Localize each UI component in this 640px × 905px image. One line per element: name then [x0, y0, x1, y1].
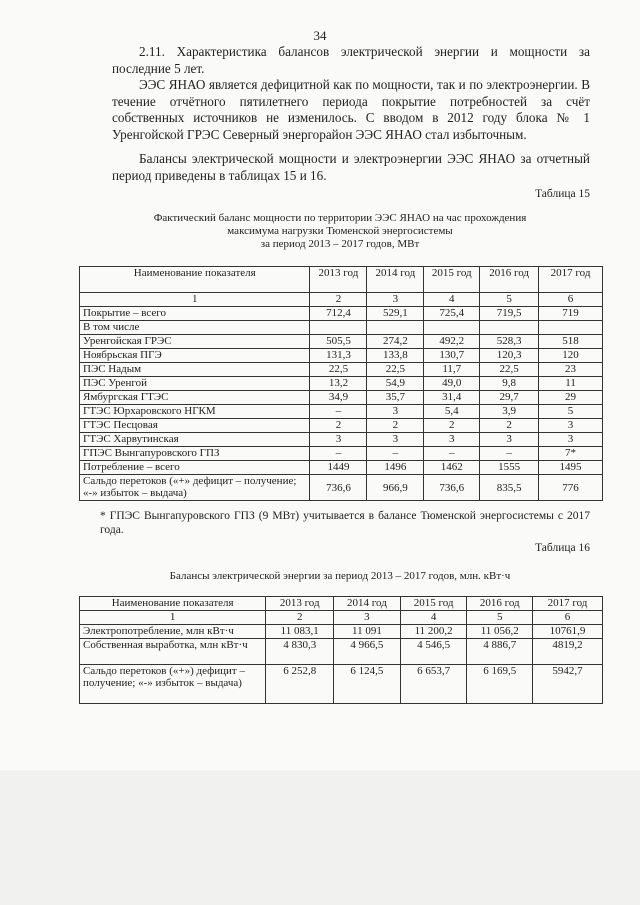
table-cell: 5942,7 — [533, 665, 603, 704]
table-cell: 3,9 — [480, 405, 539, 419]
table-16-caption: Балансы электрической энергии за период 2013 – 2017 годов, млн. кВт·ч — [169, 570, 511, 582]
table-row — [80, 363, 603, 377]
row-label: ПЭС Надым — [80, 363, 310, 377]
row-label: ГТЭС Юрхаровского НГКМ — [80, 405, 310, 419]
table-cell: 3 — [367, 433, 424, 447]
table-15-number-row — [80, 293, 603, 307]
table-16-number-row — [80, 611, 603, 625]
table-cell: 29 — [539, 391, 603, 405]
table-cell: 492,2 — [424, 335, 480, 349]
header-cell: 2013 год — [310, 267, 367, 293]
table-cell: 35,7 — [367, 391, 424, 405]
number-cell: 3 — [334, 611, 401, 625]
table-row — [80, 321, 603, 335]
table-15-caption — [100, 212, 580, 251]
table-cell: 11 083,1 — [266, 625, 334, 639]
table-cell — [539, 321, 603, 335]
table-cell: 9,8 — [480, 377, 539, 391]
table-cell: – — [310, 405, 367, 419]
table-cell: 10761,9 — [533, 625, 603, 639]
header-cell: 2013 год — [266, 597, 334, 611]
table-row — [80, 433, 603, 447]
header-cell: 2015 год — [400, 597, 467, 611]
table-15-footnote: * ГПЭС Вынгапуровского ГПЗ (9 МВт) учитывается в балансе Тюменской энергосистемы с 2017 года. — [100, 510, 590, 536]
table-cell: 3 — [424, 433, 480, 447]
table-cell: 6 252,8 — [266, 665, 334, 704]
paragraph-1: ЭЭС ЯНАО является дефицитной как по мощности, так и по электроэнергии. В течение отчётного пятилетнего периода покрытие потребностей за счёт собственных источников не изменилось. С вводом в 2012 году блока № 1 Уренгойской ГРЭС Северный энергорайон ЭЭС ЯНАО стал избыточным. — [112, 77, 590, 142]
table-cell: 3 — [539, 433, 603, 447]
table-cell: 31,4 — [424, 391, 480, 405]
table-16-header-row — [80, 597, 603, 611]
table-cell: 29,7 — [480, 391, 539, 405]
table-cell: 3 — [539, 419, 603, 433]
number-cell: 4 — [400, 611, 467, 625]
table-cell: 4 830,3 — [266, 639, 334, 665]
table-cell: 11,7 — [424, 363, 480, 377]
table-cell: 49,0 — [424, 377, 480, 391]
table-cell — [424, 321, 480, 335]
table-cell: 11 200,2 — [400, 625, 467, 639]
table-cell: 1495 — [539, 461, 603, 475]
row-label: Уренгойская ГРЭС — [80, 335, 310, 349]
table-row — [80, 405, 603, 419]
table-row — [80, 447, 603, 461]
table-cell: 11 — [539, 377, 603, 391]
table-cell: 2 — [310, 419, 367, 433]
paragraph-2: Балансы электрической мощности и электроэнергии ЭЭС ЯНАО за отчетный период приведены в таблицах 15 и 16. — [112, 151, 590, 183]
number-cell: 6 — [539, 293, 603, 307]
row-label: Сальдо перетоков («+» дефицит – получение; «-» избыток – выдача) — [80, 475, 310, 501]
table-cell: 6 653,7 — [400, 665, 467, 704]
table-cell: 11 091 — [334, 625, 401, 639]
table-cell: 4 546,5 — [400, 639, 467, 665]
table-cell: 6 124,5 — [334, 665, 401, 704]
table-cell: 719,5 — [480, 307, 539, 321]
row-label: В том числе — [80, 321, 310, 335]
table-cell: 712,4 — [310, 307, 367, 321]
table-cell — [480, 321, 539, 335]
table-cell: 274,2 — [367, 335, 424, 349]
table-16-label: Таблица 16 — [535, 542, 590, 554]
row-label: Покрытие – всего — [80, 307, 310, 321]
table-cell: 5,4 — [424, 405, 480, 419]
table-15-caption-line-3: за период 2013 – 2017 годов, МВт — [260, 238, 420, 250]
table-row-saldo — [80, 475, 603, 501]
table-cell: 120,3 — [480, 349, 539, 363]
table-row — [80, 391, 603, 405]
header-cell: 2015 год — [424, 267, 480, 293]
table-row — [80, 639, 603, 665]
table-row — [80, 349, 603, 363]
table-16 — [79, 596, 603, 704]
number-cell: 6 — [533, 611, 603, 625]
table-cell: 1462 — [424, 461, 480, 475]
page-number: 34 — [313, 28, 327, 43]
table-cell: 528,3 — [480, 335, 539, 349]
table-cell: 2 — [480, 419, 539, 433]
row-label: ГТЭС Харвутинская — [80, 433, 310, 447]
row-label: Сальдо перетоков («+») дефицит – получение; «-» избыток – выдача) — [80, 665, 266, 704]
row-label: Ноябрьская ПГЭ — [80, 349, 310, 363]
table-cell: – — [480, 447, 539, 461]
table-cell: 736,6 — [310, 475, 367, 501]
row-label: ГТЭС Песцовая — [80, 419, 310, 433]
table-row — [80, 461, 603, 475]
header-cell: 2017 год — [533, 597, 603, 611]
table-15 — [79, 266, 603, 501]
table-row — [80, 419, 603, 433]
table-row — [80, 307, 603, 321]
table-15-header-row — [80, 267, 603, 293]
row-label: Потребление – всего — [80, 461, 310, 475]
header-cell: Наименование показателя — [80, 597, 266, 611]
header-cell: Наименование показателя — [80, 267, 310, 293]
table-cell: 5 — [539, 405, 603, 419]
row-label: ПЭС Уренгой — [80, 377, 310, 391]
section-title: 2.11. Характеристика балансов электрической энергии и мощности за последние 5 лет. — [112, 44, 590, 76]
number-cell: 1 — [80, 611, 266, 625]
table-cell: – — [310, 447, 367, 461]
table-cell: 130,7 — [424, 349, 480, 363]
table-cell: 3 — [367, 405, 424, 419]
table-row — [80, 377, 603, 391]
table-row — [80, 625, 603, 639]
header-cell: 2014 год — [334, 597, 401, 611]
table-cell: 4 966,5 — [334, 639, 401, 665]
table-cell: 4 886,7 — [467, 639, 533, 665]
table-cell: 725,4 — [424, 307, 480, 321]
table-cell: 776 — [539, 475, 603, 501]
table-cell: 22,5 — [367, 363, 424, 377]
number-cell: 3 — [367, 293, 424, 307]
table-cell: 966,9 — [367, 475, 424, 501]
table-cell: 1449 — [310, 461, 367, 475]
row-label: Собственная выработка, млн кВт·ч — [80, 639, 266, 665]
number-cell: 5 — [480, 293, 539, 307]
table-cell: 22,5 — [480, 363, 539, 377]
table-cell: 4819,2 — [533, 639, 603, 665]
number-cell: 5 — [467, 611, 533, 625]
header-cell: 2016 год — [480, 267, 539, 293]
table-cell: 1555 — [480, 461, 539, 475]
table-15-caption-line-1: Фактический баланс мощности по территории ЭЭС ЯНАО на час прохождения — [153, 212, 527, 224]
table-cell: 6 169,5 — [467, 665, 533, 704]
table-cell: 518 — [539, 335, 603, 349]
table-cell: 719 — [539, 307, 603, 321]
number-cell: 2 — [266, 611, 334, 625]
table-row — [80, 335, 603, 349]
table-cell: 11 056,2 — [467, 625, 533, 639]
number-cell: 1 — [80, 293, 310, 307]
header-cell: 2014 год — [367, 267, 424, 293]
table-cell: 3 — [480, 433, 539, 447]
table-cell: 54,9 — [367, 377, 424, 391]
table-cell: 120 — [539, 349, 603, 363]
table-cell: 22,5 — [310, 363, 367, 377]
table-cell: 2 — [367, 419, 424, 433]
table-cell — [367, 321, 424, 335]
row-label: Электропотребление, млн кВт·ч — [80, 625, 266, 639]
table-cell: 34,9 — [310, 391, 367, 405]
table-cell — [310, 321, 367, 335]
table-cell: 2 — [424, 419, 480, 433]
row-label: Ямбургская ГТЭС — [80, 391, 310, 405]
table-15-label: Таблица 15 — [535, 188, 590, 200]
table-row — [80, 665, 603, 704]
table-cell: 835,5 — [480, 475, 539, 501]
table-cell: 505,5 — [310, 335, 367, 349]
table-cell: 23 — [539, 363, 603, 377]
header-cell: 2016 год — [467, 597, 533, 611]
table-cell: – — [424, 447, 480, 461]
table-cell: 7* — [539, 447, 603, 461]
number-cell: 4 — [424, 293, 480, 307]
row-label: ГПЭС Вынгапуровского ГПЗ — [80, 447, 310, 461]
table-cell: 3 — [310, 433, 367, 447]
table-15-caption-line-2: максимума нагрузки Тюменской энергосистемы — [227, 225, 453, 237]
table-cell: 529,1 — [367, 307, 424, 321]
header-cell: 2017 год — [539, 267, 603, 293]
table-cell: 13,2 — [310, 377, 367, 391]
table-cell: 1496 — [367, 461, 424, 475]
table-cell: 131,3 — [310, 349, 367, 363]
table-cell: – — [367, 447, 424, 461]
table-cell: 736,6 — [424, 475, 480, 501]
table-cell: 133,8 — [367, 349, 424, 363]
number-cell: 2 — [310, 293, 367, 307]
